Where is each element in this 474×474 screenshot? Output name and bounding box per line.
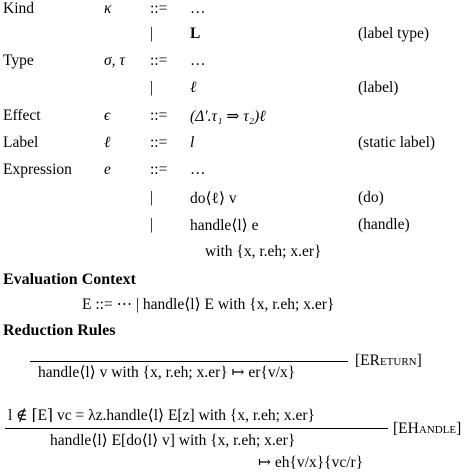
grammar-prod-with-clause: with {x, r.eh; x.er} [205, 243, 322, 260]
grammar-note: (label type) [358, 25, 430, 42]
grammar-prod: do⟨ℓ⟩ v [190, 190, 237, 207]
eval-context-formula: E ::= ⋯ | handle⟨l⟩ E with {x, r.eh; x.er} [82, 296, 335, 313]
grammar-note: (label) [358, 79, 399, 96]
eval-context-heading: Evaluation Context [3, 271, 136, 288]
grammar-note: (handle) [358, 216, 410, 233]
grammar-name-kind: Kind [3, 0, 34, 17]
grammar-sep: ::= [150, 134, 168, 151]
grammar-name-effect: Effect [3, 107, 41, 124]
rule-conclusion-continuation: ↦ eh{v/x}{vc/r} [258, 454, 364, 471]
rule-premise: l ∉ ⌈E⌉ vc = λz.handle⟨l⟩ E[z] with {x, r.eh; x.er} [8, 407, 315, 424]
grammar-sep: | [150, 25, 154, 42]
grammar-prod: … [190, 161, 206, 178]
grammar-name-expression: Expression [3, 161, 72, 178]
grammar-sep: | [150, 79, 154, 96]
grammar-sep: ::= [150, 161, 168, 178]
grammar-prod: L [190, 25, 201, 42]
grammar-prod: … [190, 0, 206, 17]
grammar-prod: … [190, 52, 206, 69]
grammar-meta-kind: κ [104, 0, 112, 17]
grammar-prod: handle⟨l⟩ e [190, 217, 259, 234]
inference-line [5, 428, 388, 429]
grammar-sep: ::= [150, 0, 168, 17]
grammar-meta-expression: e [104, 161, 111, 178]
grammar-prod: ℓ [190, 79, 197, 96]
grammar-sep: ::= [150, 52, 168, 69]
reduction-rules-heading: Reduction Rules [3, 322, 116, 339]
rule-name: [EHandle] [393, 420, 462, 437]
rule-conclusion: handle⟨l⟩ v with {x, r.eh; x.er} ↦ er{v/x} [38, 364, 296, 381]
grammar-sep: ::= [150, 107, 168, 124]
grammar-sep: | [150, 189, 154, 206]
grammar-note: (do) [358, 189, 384, 206]
grammar-prod: l [190, 134, 195, 151]
rule-name: [EReturn] [355, 352, 422, 369]
inference-line [30, 361, 348, 362]
grammar-name-label: Label [3, 134, 39, 151]
grammar-name-type: Type [3, 52, 34, 69]
grammar-meta-type: σ, τ [104, 52, 125, 69]
grammar-note: (static label) [358, 134, 436, 151]
grammar-prod: (Δ′.τ₁ ⇒ τ₂)ℓ [190, 108, 266, 125]
grammar-meta-label: ℓ [104, 134, 111, 151]
rule-conclusion: handle⟨l⟩ E[do⟨l⟩ v] with {x, r.eh; x.er} [50, 432, 296, 449]
grammar-sep: | [150, 216, 154, 233]
grammar-meta-effect: ϵ [104, 107, 111, 124]
